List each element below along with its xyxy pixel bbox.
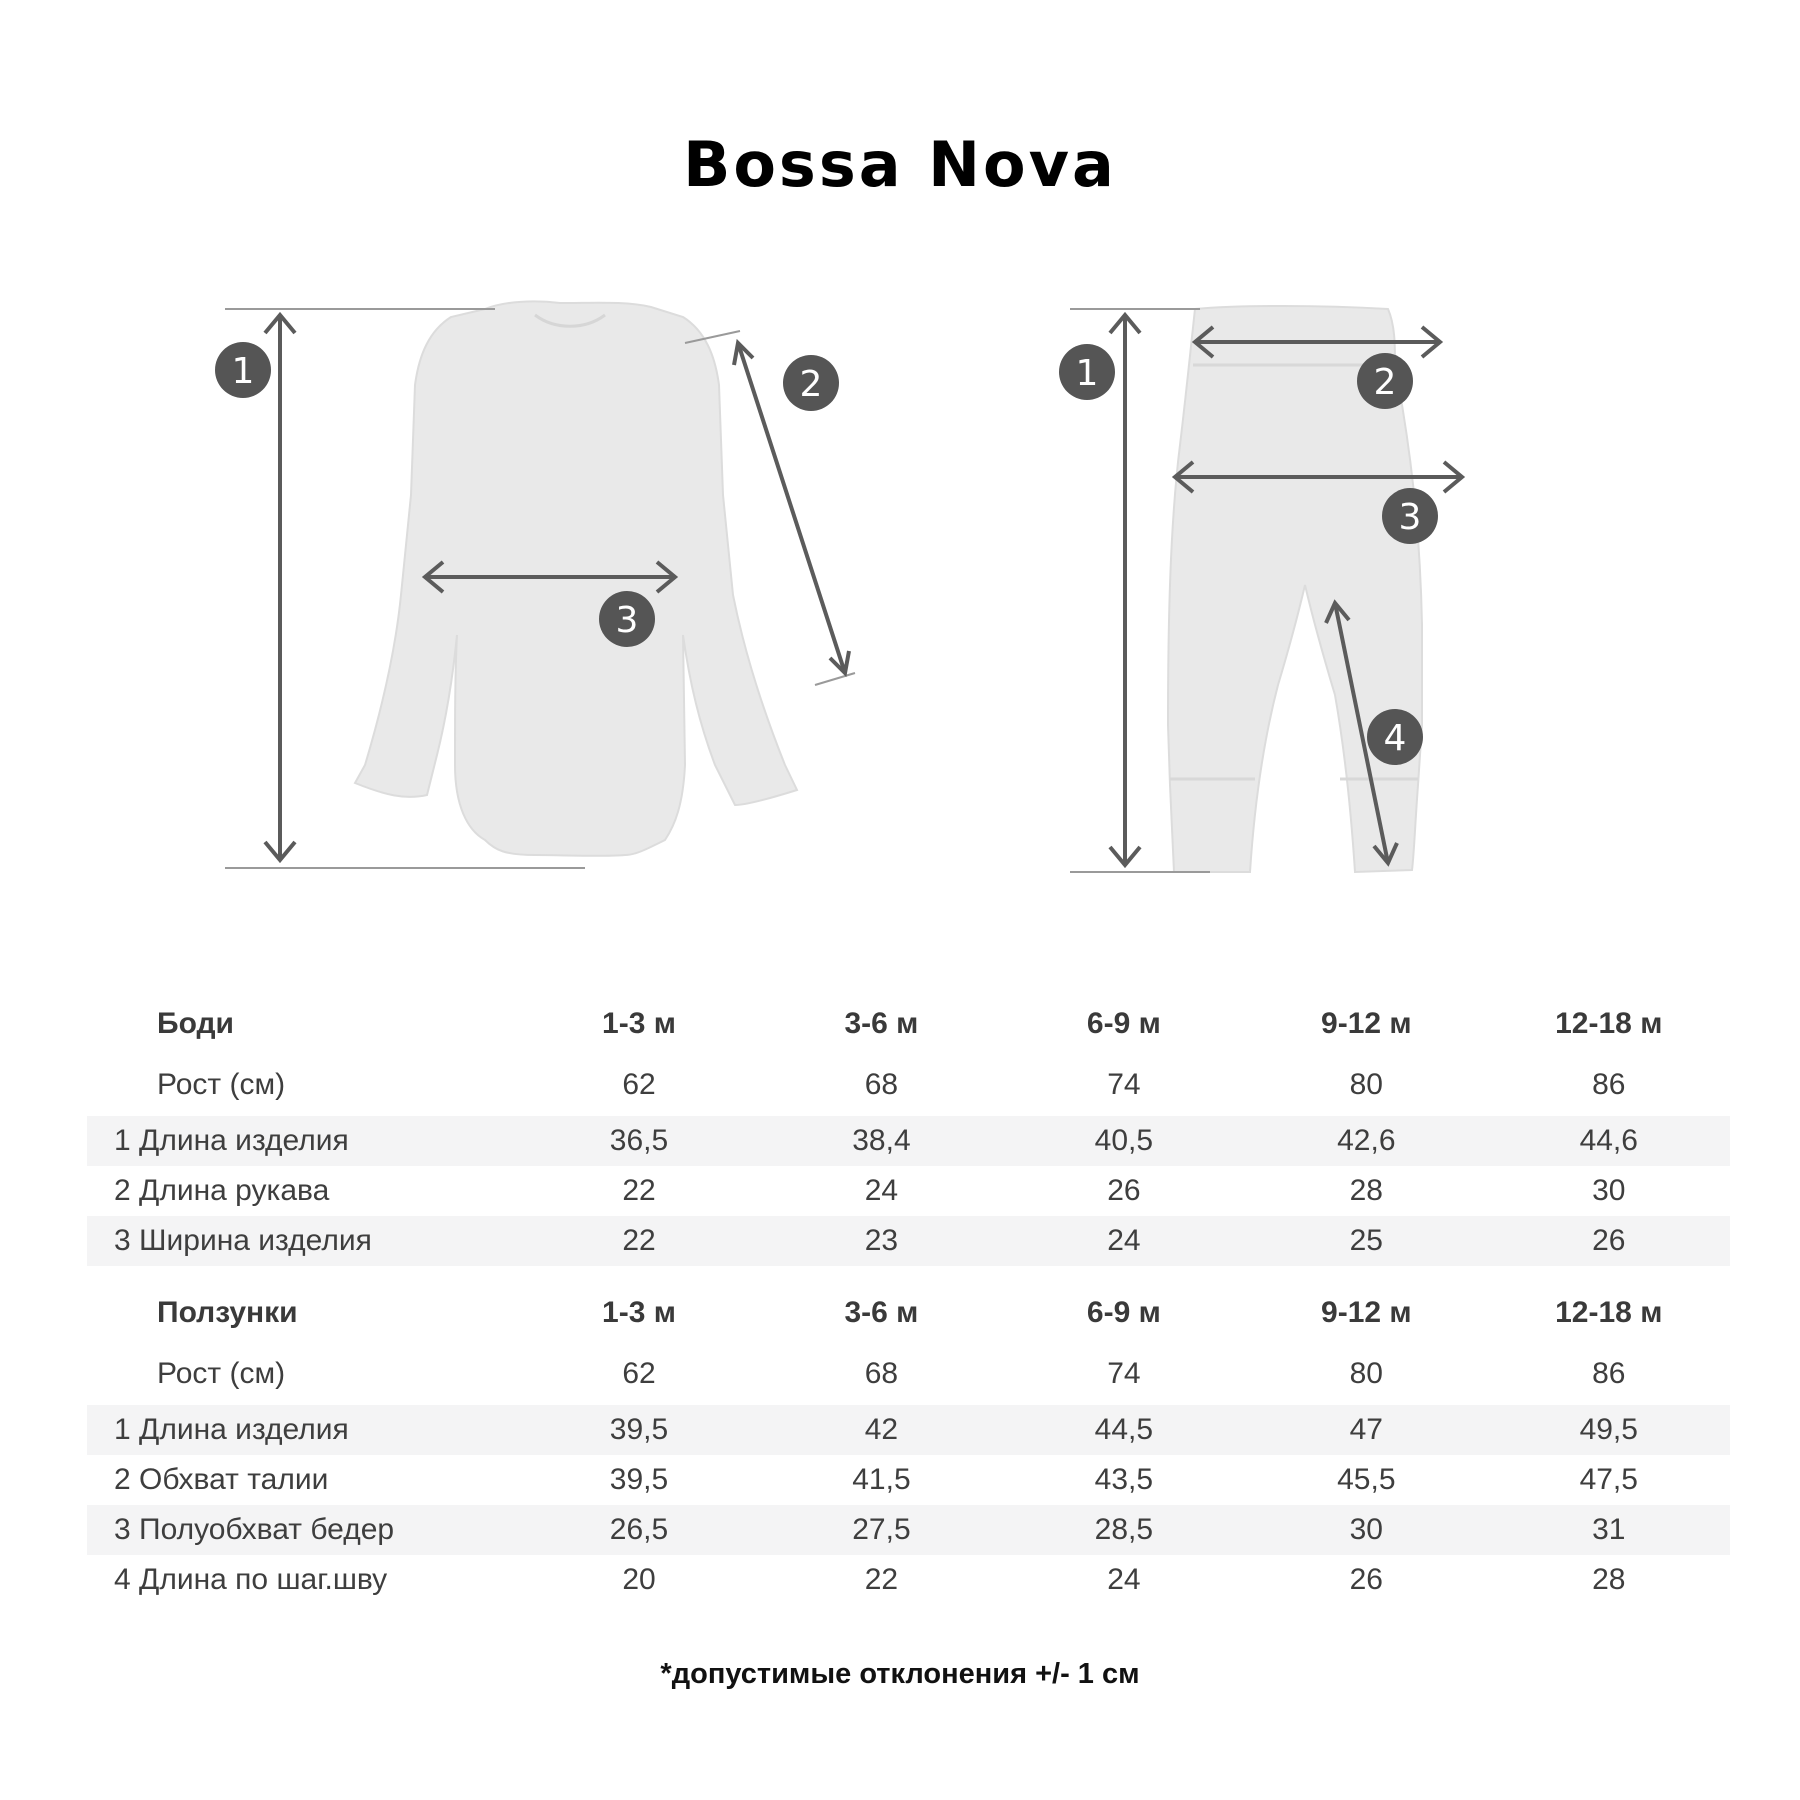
cell: 28,5 bbox=[1003, 1505, 1245, 1555]
table-title: Ползунки bbox=[157, 1296, 298, 1329]
size-header: 9-12 м bbox=[1321, 1296, 1412, 1329]
row-label: Рост (см) bbox=[157, 1068, 286, 1101]
cell: 26 bbox=[1349, 1563, 1383, 1596]
cell: 86 bbox=[1592, 1068, 1626, 1101]
size-header: 9-12 м bbox=[1321, 1007, 1412, 1040]
size-header: 6-9 м bbox=[1086, 1296, 1161, 1329]
cell: 47 bbox=[1245, 1405, 1487, 1455]
bodysuit-diagram bbox=[205, 295, 885, 885]
cell: 27,5 bbox=[760, 1505, 1002, 1555]
cell: 39,5 bbox=[518, 1405, 760, 1455]
row-label: 1 Длина изделия bbox=[87, 1116, 518, 1166]
cell: 20 bbox=[622, 1563, 656, 1596]
cell: 49,5 bbox=[1488, 1405, 1730, 1455]
row-label: Рост (см) bbox=[157, 1357, 286, 1390]
cell: 25 bbox=[1245, 1216, 1487, 1266]
cell: 80 bbox=[1349, 1068, 1383, 1101]
cell: 74 bbox=[1107, 1068, 1141, 1101]
cell: 28 bbox=[1349, 1174, 1383, 1207]
cell: 42,6 bbox=[1245, 1116, 1487, 1166]
cell: 22 bbox=[622, 1174, 656, 1207]
cell: 24 bbox=[1107, 1563, 1141, 1596]
cell: 26 bbox=[1488, 1216, 1730, 1266]
cell: 26,5 bbox=[518, 1505, 760, 1555]
row-label: 2 Обхват талии bbox=[114, 1463, 329, 1496]
cell: 62 bbox=[622, 1068, 656, 1101]
cell: 31 bbox=[1488, 1505, 1730, 1555]
bodysuit-size-table bbox=[87, 994, 1730, 1266]
cell: 30 bbox=[1592, 1174, 1626, 1207]
table-header-row bbox=[87, 994, 1730, 1054]
romper-size-table bbox=[87, 1283, 1730, 1605]
size-header: 6-9 м bbox=[1086, 1007, 1161, 1040]
marker-3: 3 bbox=[1398, 497, 1422, 538]
cell: 36,5 bbox=[518, 1116, 760, 1166]
size-header: 3-6 м bbox=[844, 1007, 919, 1040]
table-row bbox=[87, 1405, 1730, 1455]
cell: 44,5 bbox=[1003, 1405, 1245, 1455]
row-label: 1 Длина изделия bbox=[87, 1405, 518, 1455]
romper-diagram bbox=[1050, 295, 1530, 885]
size-header: 12-18 м bbox=[1555, 1296, 1663, 1329]
row-label: 3 Ширина изделия bbox=[87, 1216, 518, 1266]
table-row bbox=[87, 1555, 1730, 1605]
cell: 41,5 bbox=[852, 1463, 911, 1496]
size-header: 12-18 м bbox=[1555, 1007, 1663, 1040]
cell: 24 bbox=[864, 1174, 899, 1207]
marker-4: 4 bbox=[1383, 718, 1407, 759]
table-row bbox=[87, 1166, 1730, 1216]
row-label: 4 Длина по шаг.шву bbox=[114, 1563, 388, 1596]
cell: 44,6 bbox=[1488, 1116, 1730, 1166]
size-header: 3-6 м bbox=[844, 1296, 919, 1329]
cell: 22 bbox=[518, 1216, 760, 1266]
cell: 62 bbox=[622, 1357, 656, 1390]
marker-2: 2 bbox=[799, 364, 823, 405]
cell: 22 bbox=[864, 1563, 899, 1596]
cell: 43,5 bbox=[1094, 1463, 1154, 1496]
cell: 68 bbox=[864, 1357, 899, 1390]
cell: 23 bbox=[760, 1216, 1002, 1266]
table-row bbox=[87, 1505, 1730, 1555]
cell: 26 bbox=[1107, 1174, 1141, 1207]
cell: 80 bbox=[1349, 1357, 1383, 1390]
cell: 45,5 bbox=[1337, 1463, 1396, 1496]
cell: 47,5 bbox=[1579, 1463, 1638, 1496]
table-header-row bbox=[87, 1283, 1730, 1343]
tolerance-footnote: *допустимые отклонения +/- 1 см bbox=[660, 1658, 1140, 1690]
cell: 24 bbox=[1003, 1216, 1245, 1266]
brand-title: Bossa Nova bbox=[683, 128, 1117, 201]
cell: 68 bbox=[864, 1068, 899, 1101]
table-title: Боди bbox=[157, 1007, 234, 1040]
table-row bbox=[87, 1116, 1730, 1166]
cell: 39,5 bbox=[609, 1463, 669, 1496]
cell: 38,4 bbox=[760, 1116, 1002, 1166]
table-row bbox=[87, 1455, 1730, 1505]
marker-1: 1 bbox=[231, 351, 255, 392]
row-label: 2 Длина рукава bbox=[114, 1174, 330, 1207]
cell: 42 bbox=[760, 1405, 1002, 1455]
marker-2: 2 bbox=[1373, 362, 1397, 403]
cell: 30 bbox=[1245, 1505, 1487, 1555]
table-row bbox=[87, 1054, 1730, 1116]
marker-3: 3 bbox=[615, 600, 639, 641]
table-row bbox=[87, 1343, 1730, 1405]
cell: 28 bbox=[1592, 1563, 1626, 1596]
cell: 86 bbox=[1592, 1357, 1626, 1390]
size-header: 1-3 м bbox=[602, 1296, 676, 1329]
size-header: 1-3 м bbox=[602, 1007, 676, 1040]
table-row bbox=[87, 1216, 1730, 1266]
row-label: 3 Полуобхват бедер bbox=[87, 1505, 518, 1555]
cell: 40,5 bbox=[1003, 1116, 1245, 1166]
cell: 74 bbox=[1107, 1357, 1141, 1390]
marker-1: 1 bbox=[1075, 353, 1099, 394]
